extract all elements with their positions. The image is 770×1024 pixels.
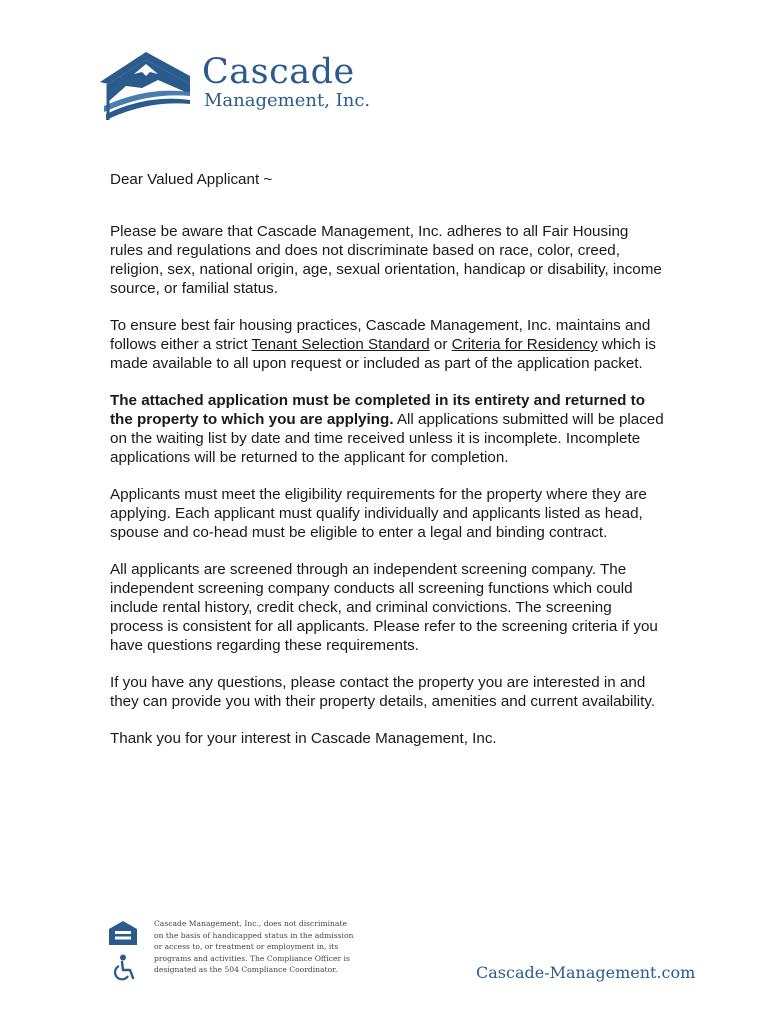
p2-text-mid: or <box>429 336 452 353</box>
mountain-house-icon <box>98 50 198 125</box>
contact-paragraph: If you have any questions, please contact the property you are interested in and they can provide you with their property details, amenities and current availability. <box>110 674 656 710</box>
criteria-for-residency-link[interactable]: Criteria for Residency <box>451 336 598 353</box>
company-logo <box>98 50 371 125</box>
disclaimer-line: or access to, or treatment or employment in, its <box>154 942 339 951</box>
selection-standard-paragraph <box>110 316 665 373</box>
application-requirement-bold: The attached application must be completed in its entirety and returned to the property to which you are applying. <box>110 392 646 428</box>
tenant-selection-standard-link[interactable]: Tenant Selection Standard <box>251 336 430 353</box>
greeting: Dear Valued Applicant ~ <box>110 171 273 188</box>
brand-name: Cascade <box>202 52 355 92</box>
footer <box>108 918 696 988</box>
handicap-accessible-icon <box>112 954 136 982</box>
disclaimer-line: Cascade Management, Inc., does not discriminate <box>154 919 347 928</box>
brand-subtitle: Management, Inc. <box>204 90 371 111</box>
disclaimer-line: programs and activities. The Compliance Officer is <box>154 953 350 963</box>
disclaimer-line: on the basis of handicapped status in the admission <box>154 930 354 940</box>
application-requirement-rest: All applications submitted will be placed on the waiting list by date and time received unless it is incomplete. Incomplete applications will be returned to the applicant for completion. <box>110 411 664 466</box>
website-link[interactable]: Cascade-Management.com <box>476 963 696 982</box>
eligibility-paragraph: Applicants must meet the eligibility requirements for the property where they are applying. Each applicant must qualify individually and applicants listed as head, spouse and co-head must be eligible to enter a legal and binding contract. <box>110 486 647 541</box>
thank-you-paragraph: Thank you for your interest in Cascade Management, Inc. <box>110 730 497 747</box>
screening-paragraph: All applicants are screened through an independent screening company. The independent screening company conducts all screening functions which could include rental history, credit check, and criminal convictions. The screening process is consistent for all applicants. Please refer to the screening criteria if you have questions regarding these requirements. <box>110 561 658 654</box>
p2-text-before: To ensure best fair housing practices, Cascade Management, Inc. maintains and follows either a strict <box>110 317 651 353</box>
equal-housing-icon <box>108 920 138 946</box>
disclaimer-line: designated as the 504 Compliance Coordinator. <box>154 965 338 974</box>
application-requirement-paragraph <box>110 391 665 467</box>
letter-body <box>110 170 665 766</box>
fair-housing-paragraph: Please be aware that Cascade Management, Inc. adheres to all Fair Housing rules and regulations and does not discriminate based on race, color, creed, religion, sex, national origin, age, sexual orientation, handicap or disability, income source, or familial status. <box>110 223 662 297</box>
p2-text-after: which is made available to all upon request or included as part of the application packet. <box>110 336 656 372</box>
disclaimer-text <box>154 918 354 976</box>
